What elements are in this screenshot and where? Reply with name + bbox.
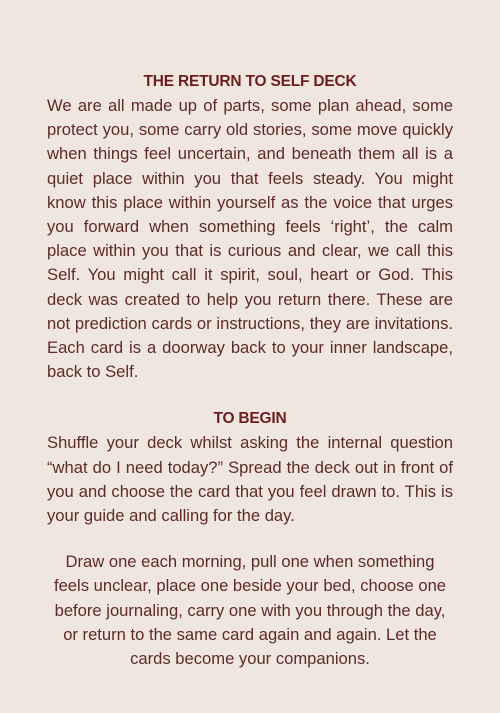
closing-section bbox=[47, 550, 453, 671]
begin-paragraph: Shuffle your deck whilst asking the internal question “what do I need today?” Spread the deck out in front of you and choose the card that you feel drawn to. This is your guide and calling for the day. bbox=[47, 433, 453, 526]
intro-paragraph: We are all made up of parts, some plan ahead, some protect you, some carry old stories, some move quickly when things feel uncertain, and beneath them all is a quiet place within you that feels steady. You might know this place within yourself as the voice that urges you forward when something feels ‘right’, the calm place within you that is curious and clear, we call this Self. You might call it spirit, soul, heart or God. This deck was created to help you return there. These are not prediction cards or instructions, they are invitations. Each card is a doorway back to your inner landscape, back to Self. bbox=[47, 96, 453, 382]
begin-heading: TO BEGIN bbox=[213, 410, 287, 428]
closing-paragraph: Draw one each morning, pull one when something feels unclear, place one beside your bed, choose one before journaling, carry one with you through the day, or return to the same card again and again. Let the cards become your companions. bbox=[53, 552, 447, 669]
intro-heading: THE RETURN TO SELF DECK bbox=[143, 73, 357, 90]
begin-section bbox=[47, 407, 453, 528]
intro-section bbox=[47, 70, 453, 384]
